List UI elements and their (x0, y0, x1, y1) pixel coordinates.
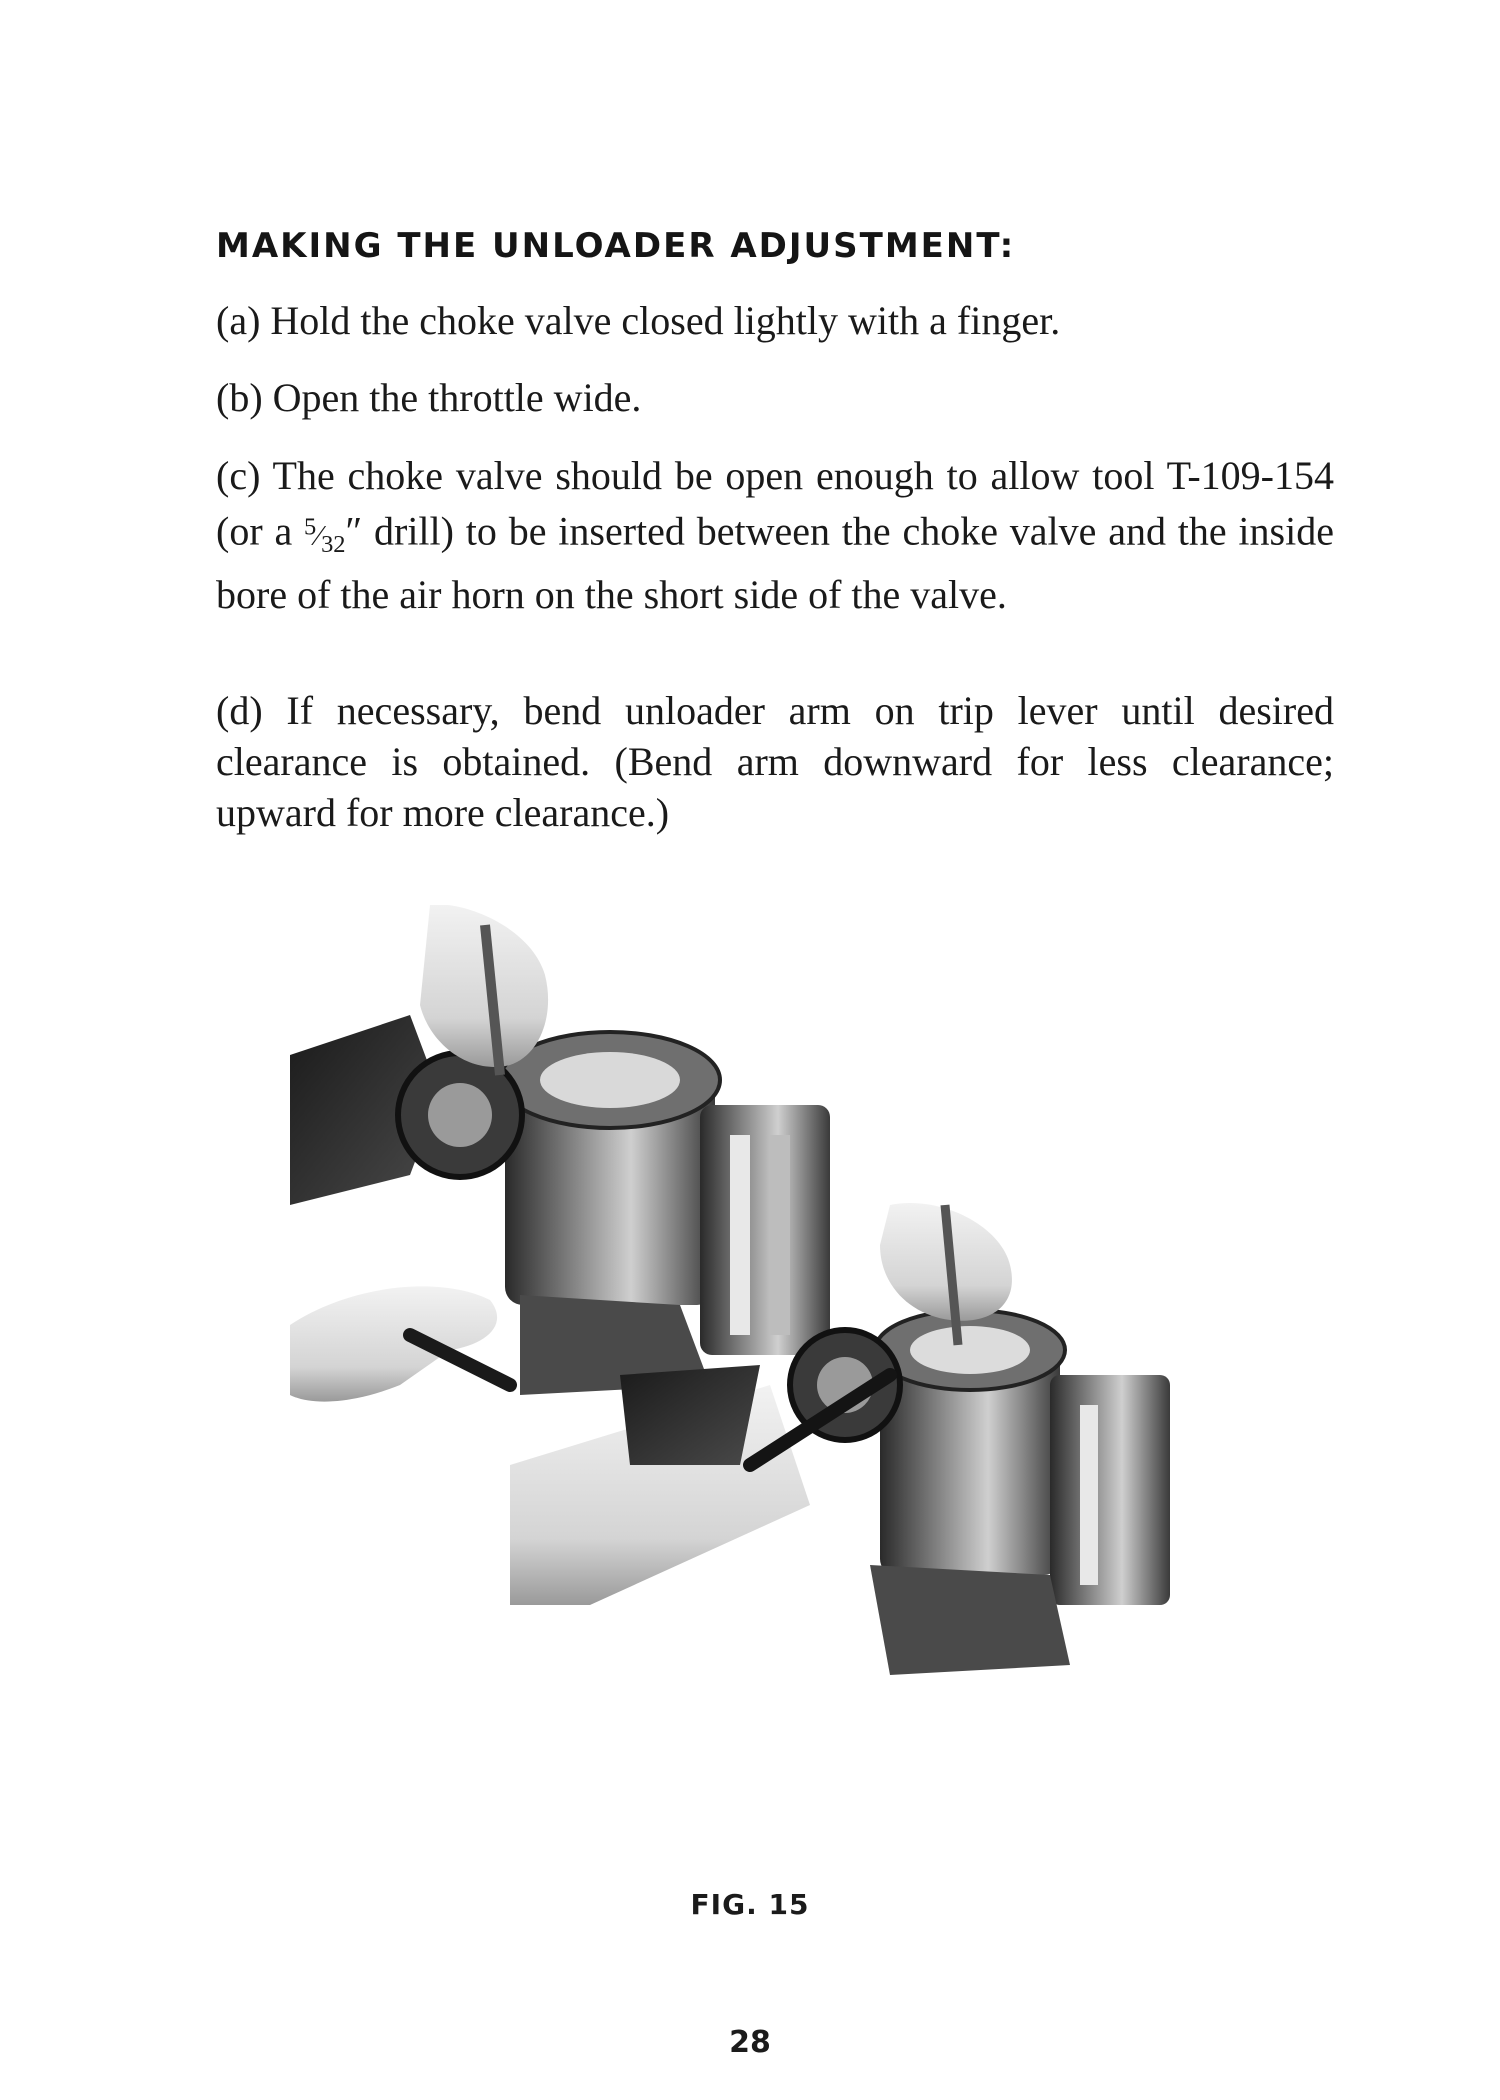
upper-carburetor (290, 905, 830, 1402)
step-b: (b) Open the throttle wide. (216, 375, 642, 420)
section-heading: MAKING THE UNLOADER ADJUSTMENT: (216, 226, 1016, 266)
step-d: (d) If necessary, bend unloader arm on trip lever until desired clearance is obtained. (Bend arm downward for less clearance; upward for more clearance.) (216, 688, 1334, 835)
choke-cover (428, 1083, 492, 1147)
drill-size-fraction: $^5⁄_{32}$ (304, 513, 346, 558)
step-a: (a) Hold the choke valve closed lightly with a finger. (216, 298, 1061, 343)
step-c (216, 450, 1334, 620)
right-sleeve (620, 1365, 760, 1465)
float-bowl (700, 1105, 830, 1355)
page-number: 28 (729, 2025, 771, 2060)
fraction-denominator: 32 (321, 530, 346, 558)
bowl-2-highlight (1080, 1405, 1098, 1585)
bowl-highlight (730, 1135, 750, 1335)
carburetor-adjustment-photo (290, 905, 1340, 1785)
lower-hand (290, 1286, 497, 1401)
choke-valve-2 (910, 1326, 1030, 1374)
step-c-text-start: (c) The choke valve should be open enough to allow tool T-109-154 (or a (216, 453, 1334, 554)
step-c-text-end: ″ drill) to be inserted between the choke valve and the inside bore of the air horn on the short side of the valve. (216, 508, 1334, 618)
photo-illustration (290, 905, 1340, 1785)
figure-caption: FIG. 15 (690, 1888, 810, 1921)
bowl-highlight-2 (770, 1135, 790, 1335)
fraction-numerator: 5 (304, 513, 317, 540)
throttle-body-2 (870, 1565, 1070, 1675)
choke-valve (540, 1052, 680, 1108)
float-bowl-2 (1050, 1375, 1170, 1605)
